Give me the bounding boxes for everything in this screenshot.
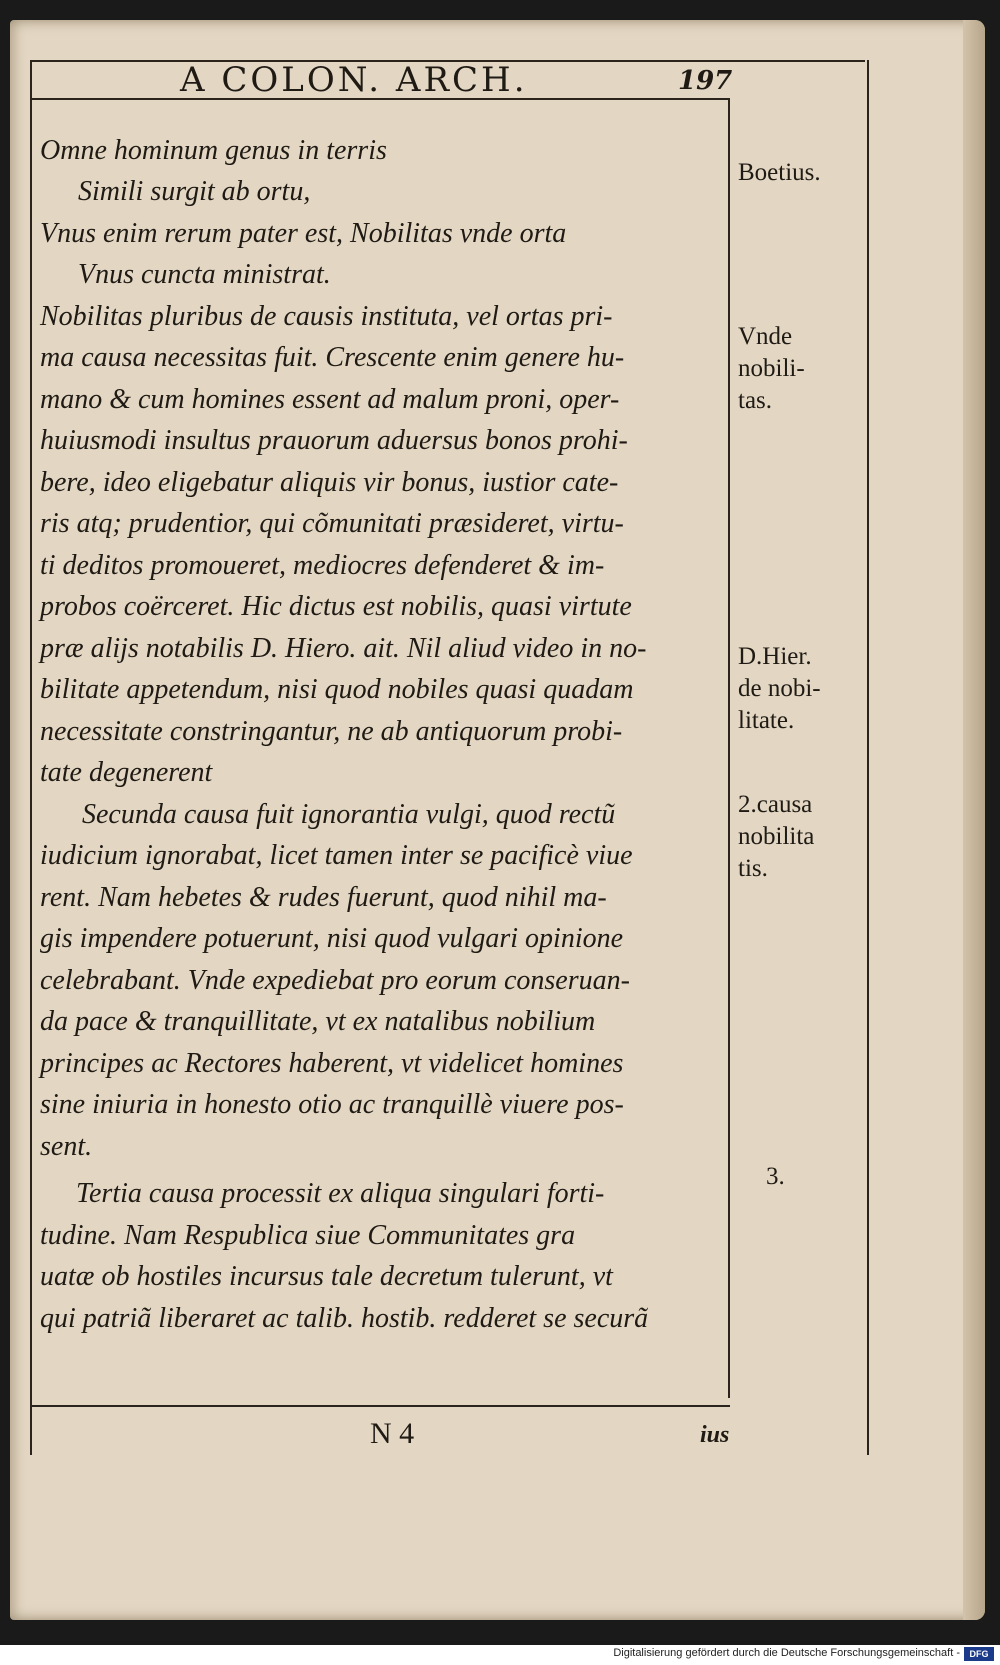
margin-note-vnde: Vnde	[738, 323, 793, 350]
footer-rule	[30, 1405, 730, 1407]
text-line: celebrabant. Vnde expediebat pro eorum conseruan-	[40, 965, 630, 996]
margin-note-nobilita: nobilita	[738, 823, 815, 850]
text-line: sent.	[40, 1131, 93, 1162]
text-line: bilitate appetendum, nisi quod nobiles quasi quadam	[40, 674, 634, 705]
dfg-logo-icon: DFG	[964, 1647, 994, 1661]
text-line: necessitate constringantur, ne ab antiquorum probi-	[40, 716, 623, 747]
text-line: rent. Nam hebetes & rudes fuerunt, quod nihil ma-	[40, 882, 607, 913]
margin-note-de-nobi: de nobi-	[738, 675, 821, 702]
text-line: ma causa necessitas fuit. Crescente enim genere hu-	[40, 342, 625, 373]
margin-note-tas: tas.	[738, 387, 773, 414]
text-line: mano & cum homines essent ad malum proni, oper-	[40, 384, 620, 415]
running-head: A COLON. ARCH.	[180, 60, 528, 100]
text-line: Tertia causa processit ex aliqua singulari forti-	[76, 1178, 605, 1209]
margin-note-causa-2: 2.causa	[738, 791, 813, 818]
text-line: præ alijs notabilis D. Hiero. ait. Nil aliud video in no-	[40, 633, 647, 664]
catchword: ius	[700, 1422, 730, 1448]
page-number: 197	[678, 66, 733, 96]
text-line: Omne hominum genus in terris	[40, 135, 387, 166]
text-line: qui patriã liberaret ac talib. hostib. redderet se securã	[40, 1303, 649, 1334]
text-line: tate degenerent	[40, 757, 213, 788]
text-line: gis impendere potuerunt, nisi quod vulgari opinione	[40, 923, 624, 954]
margin-note-litate: litate.	[738, 707, 795, 734]
page-edge	[963, 20, 985, 1620]
text-line: sine iniuria in honesto otio ac tranquillè viuere pos-	[40, 1089, 624, 1120]
text-line: uatæ ob hostiles incursus tale decretum tulerunt, vt	[40, 1261, 613, 1292]
text-line: probos coërceret. Hic dictus est nobilis, quasi virtute	[40, 591, 632, 622]
text-line: principes ac Rectores haberent, vt videlicet homines	[40, 1048, 624, 1079]
text-line: Vnus cuncta ministrat.	[78, 259, 331, 290]
text-line: Nobilitas pluribus de causis instituta, vel ortas pri-	[40, 301, 613, 332]
book-page	[10, 20, 985, 1620]
text-line: Simili surgit ab ortu,	[78, 176, 311, 207]
margin-note-nobili: nobili-	[738, 355, 805, 382]
text-line: tudine. Nam Respublica siue Communitates gra	[40, 1220, 576, 1251]
margin-note-3: 3.	[766, 1163, 785, 1190]
text-line: ti deditos promoueret, mediocres defenderet & im-	[40, 550, 605, 581]
text-line: Secunda causa fuit ignorantia vulgi, quod rectũ	[82, 799, 616, 830]
text-line: iudicium ignorabat, licet tamen inter se pacificè viue	[40, 840, 633, 871]
text-line: huiusmodi insultus prauorum aduersus bonos prohi-	[40, 425, 628, 456]
margin-note-dhier: D.Hier.	[738, 643, 812, 670]
text-line: Vnus enim rerum pater est, Nobilitas vnde orta	[40, 218, 567, 249]
signature-mark: N 4	[370, 1417, 415, 1450]
text-line: da pace & tranquillitate, vt ex natalibus nobilium	[40, 1006, 596, 1037]
margin-note-tis: tis.	[738, 855, 768, 882]
footer-credit: Digitalisierung gefördert durch die Deutsche Forschungsgemeinschaft -	[613, 1647, 960, 1659]
margin-note-boetius: Boetius.	[738, 159, 821, 186]
text-line: bere, ideo eligebatur aliquis vir bonus, iustior cate-	[40, 467, 619, 498]
margin-column-rule	[728, 98, 730, 1398]
text-line: ris atq; prudentior, qui cõmunitati præsideret, virtu-	[40, 508, 624, 539]
